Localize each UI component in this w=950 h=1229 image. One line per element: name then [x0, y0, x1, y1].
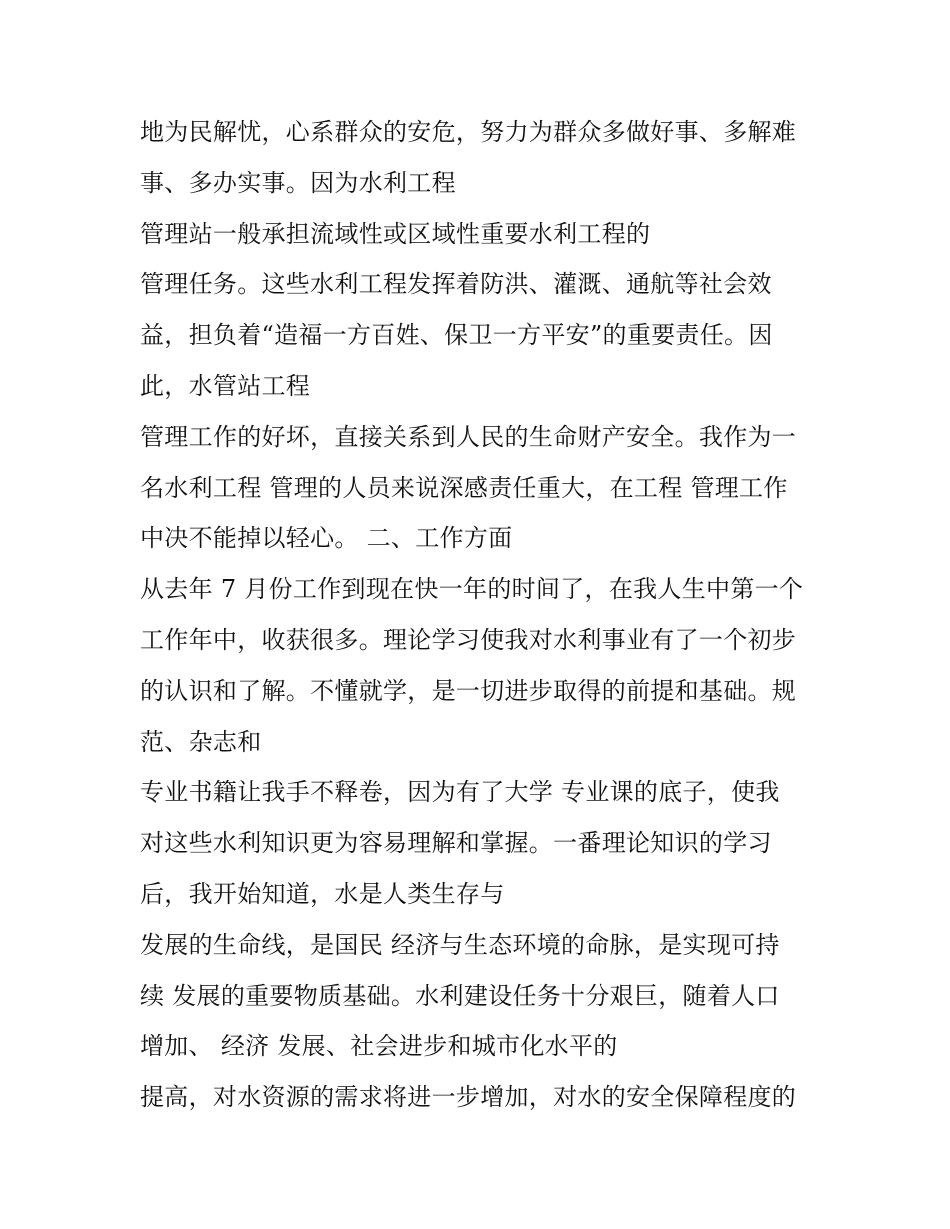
text-line: 此，水管站工程 — [140, 371, 311, 400]
text-line: 管理任务。这些水利工程发挥着防洪、灌溉、通航等社会效 — [140, 270, 772, 299]
text-line: 提高，对水资源的需求将进一步增加，对水的安全保障程度的 — [140, 1083, 797, 1112]
text-line: 增加、 经济 发展、社会进步和城市化水平的 — [140, 1032, 618, 1061]
text-line: 益，担负着“造福一方百姓、保卫一方平安”的重要责任。因 — [140, 321, 773, 350]
text-line: 对这些水利知识更为容易理解和掌握。一番理论知识的学习 — [140, 829, 772, 858]
text-line: 管理站一般承担流域性或区域性重要水利工程的 — [140, 219, 651, 248]
text-line: 专业书籍让我手不释卷，因为有了大学 专业课的底子，使我 — [140, 778, 780, 807]
text-line: 续 发展的重要物质基础。水利建设任务十分艰巨，随着人口 — [140, 981, 780, 1010]
text-line: 范、杂志和 — [140, 727, 262, 756]
text-line: 地为民解忧，心系群众的安危，努力为群众多做好事、多解难 — [140, 118, 797, 146]
text-line: 从去年 7 月份工作到现在快一年的时间了，在我人生中第一个 — [140, 575, 804, 604]
text-line: 工作年中，收获很多。理论学习使我对水利事业有了一个初步 — [140, 625, 797, 654]
text-line: 事、多办实事。因为水利工程 — [140, 168, 456, 197]
text-line: 管理工作的好坏，直接关系到人民的生命财产安全。我作为一 — [140, 422, 797, 451]
body-text — [140, 107, 820, 1123]
text-line: 中决不能掉以轻心。 二、工作方面 — [140, 524, 513, 553]
text-line: 后，我开始知道，水是人类生存与 — [140, 879, 505, 908]
text-line: 的认识和了解。不懂就学，是一切进步取得的前提和基础。规 — [140, 676, 797, 705]
text-line: 名水利工程 管理的人员来说深感责任重大，在工程 管理工作 — [140, 473, 788, 502]
text-line: 发展的生命线，是国民 经济与生态环境的命脉，是实现可持 — [140, 930, 780, 959]
